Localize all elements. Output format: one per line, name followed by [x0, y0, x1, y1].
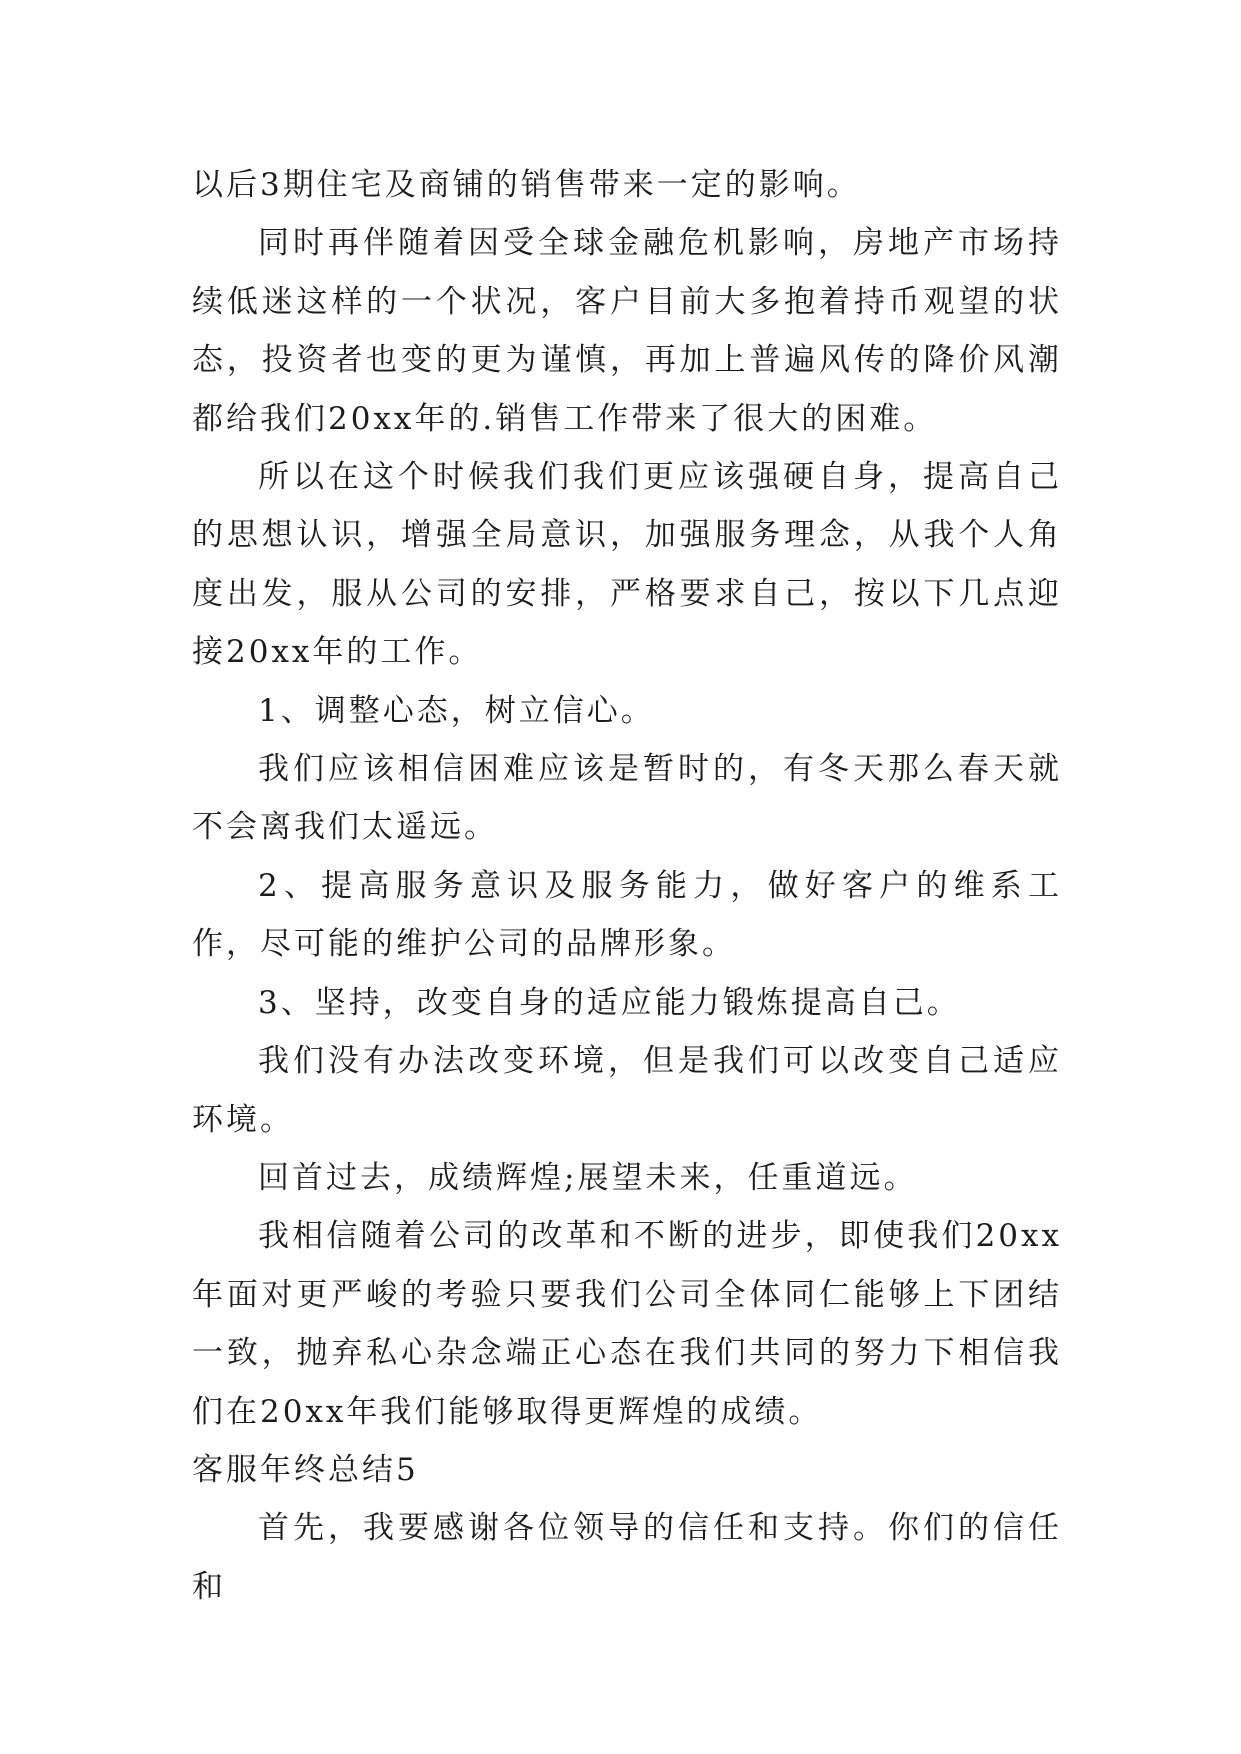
document-body: [192, 156, 1062, 1616]
paragraph-self-improvement: 所以在这个时候我们我们更应该强硬自身，提高自己的思想认识，增强全局意识，加强服务理念，从我个人角度出发，服从公司的安排，严格要求自己，按以下几点迎接20xx年的工作。: [192, 459, 1062, 671]
section-heading: 客服年终总结5: [192, 1451, 419, 1488]
paragraph-thanks: 首先，我要感谢各位领导的信任和支持。你们的信任和: [192, 1510, 1062, 1605]
list-item-3: 3、坚持，改变自身的适应能力锻炼提高自己。: [258, 984, 961, 1021]
list-item-2: 2、提高服务意识及服务能力，做好客户的维系工作，尽可能的维护公司的品牌形象。: [192, 867, 1062, 963]
paragraph-conclusion: 我相信随着公司的改革和不断的进步，即使我们20xx年面对更严峻的考验只要我们公司全体同仁能够上下团结一致，抛弃私心杂念端正心态在我们共同的努力下相信我们在20xx年我们能够取得更辉煌的成绩。: [192, 1218, 1062, 1430]
paragraph-adapt: 我们没有办法改变环境，但是我们可以改变自己适应环境。: [192, 1043, 1062, 1138]
paragraph-look-back: 回首过去，成绩辉煌;展望未来，任重道远。: [258, 1159, 918, 1196]
paragraph-continuation: 以后3期住宅及商铺的销售带来一定的影响。: [192, 167, 861, 203]
paragraph-believe: 我们应该相信困难应该是暂时的，有冬天那么春天就不会离我们太遥远。: [192, 751, 1062, 846]
paragraph-market-situation: 同时再伴随着因受全球金融危机影响，房地产市场持续低迷这样的一个状况，客户目前大多抱着持币观望的状态，投资者也变的更为谨慎，再加上普遍风传的降价风潮都给我们20xx年的.销售工作带来了很大的困难。: [192, 225, 1062, 437]
list-item-1: 1、调整心态，树立信心。: [258, 692, 655, 729]
